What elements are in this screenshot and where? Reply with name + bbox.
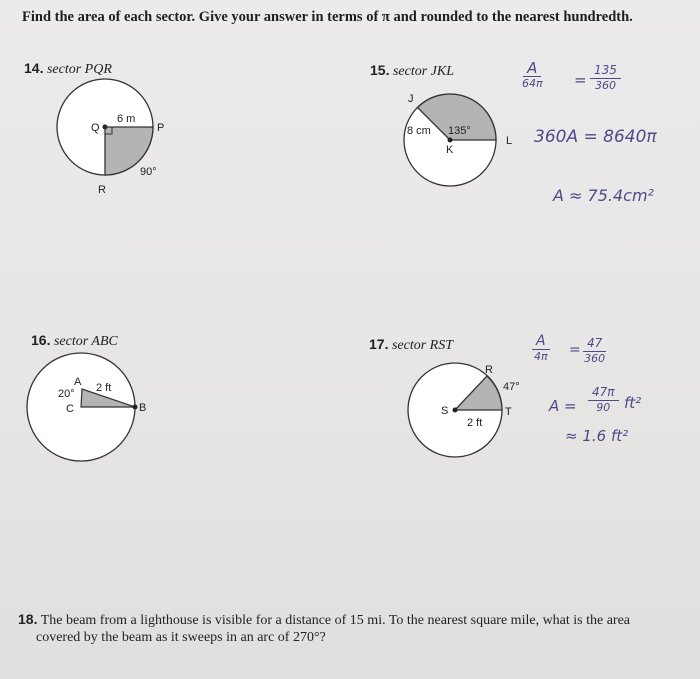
problem-15-label: [370, 62, 454, 80]
problem-18: [18, 611, 676, 646]
problem-title: sector JKL: [392, 64, 455, 79]
hw15-answer: A ≈ 75.4cm²: [553, 186, 654, 205]
label-p: P: [157, 122, 165, 134]
label-r: R: [98, 184, 106, 196]
label-angle: 135°: [448, 125, 471, 137]
label-angle: 20°: [58, 388, 75, 400]
hw15-fraction-b: [590, 62, 621, 93]
hw17-units: ft²: [624, 394, 642, 412]
sector-rst-figure: [395, 360, 535, 480]
problem-number: 15.: [370, 62, 390, 78]
point-b: [133, 405, 138, 410]
label-radius: 8 cm: [407, 125, 431, 137]
hw17-fraction-c: [588, 384, 619, 415]
problem-17-label: [369, 336, 453, 354]
problem-title: sector RST: [391, 338, 454, 353]
label-c: C: [66, 403, 74, 415]
label-radius: 2 ft: [467, 417, 483, 429]
hw-denominator: 90: [596, 401, 611, 414]
sector-jkl-figure: [390, 82, 530, 202]
label-angle: 47°: [503, 381, 520, 393]
label-a: A: [74, 376, 82, 388]
label-t: T: [505, 406, 512, 418]
hw17-fraction-a: [532, 333, 550, 364]
hw17-answer: ≈ 1.6 ft²: [565, 427, 629, 445]
hw-denominator: 4π: [533, 350, 548, 363]
hw-numerator: 47π: [588, 384, 619, 401]
hw-numerator: A: [523, 60, 541, 77]
label-r: R: [485, 364, 493, 376]
problem-16-label: [31, 332, 118, 350]
label-b: B: [139, 402, 147, 414]
sector-pqr-figure: [40, 76, 170, 206]
sector-abc-figure: [44, 352, 164, 472]
problem-number: 18.: [18, 611, 38, 627]
problem-number: 17.: [369, 336, 389, 352]
hw-numerator: 47: [583, 335, 606, 352]
hw15-fraction-a: [522, 60, 543, 91]
hw17-equals: =: [569, 342, 581, 358]
label-j: J: [408, 93, 414, 105]
label-q: Q: [91, 122, 100, 134]
hw-denominator: 360: [594, 79, 616, 92]
hw-numerator: A: [532, 333, 550, 350]
hw-denominator: 64π: [522, 77, 543, 90]
label-radius: 6 m: [117, 113, 136, 125]
hw17-fraction-b: [583, 335, 606, 366]
center-point: [448, 138, 453, 143]
label-k: K: [446, 144, 454, 156]
hw15-equals: =: [574, 71, 587, 89]
hw-denominator: 360: [584, 352, 606, 365]
problem-title: sector ABC: [53, 334, 118, 349]
label-radius: 2 ft: [96, 382, 112, 394]
problem-number: 16.: [31, 332, 51, 348]
hw-numerator: 135: [590, 62, 621, 79]
instructions: Find the area of each sector. Give your answer in terms of π and rounded to the nearest hundredth.: [22, 9, 633, 25]
label-l: L: [506, 135, 513, 147]
problem-18-text: The beam from a lighthouse is visible for a distance of 15 mi. To the nearest square mile, what is the area covered by the beam as it sweeps in an arc of 270°?: [36, 613, 631, 645]
problem-number: 14.: [24, 60, 44, 76]
label-s: S: [441, 405, 449, 417]
hw17-a-equals: A =: [549, 397, 577, 415]
problem-title: sector PQR: [46, 62, 112, 77]
label-angle: 90°: [140, 166, 157, 178]
hw15-equation: 360A = 8640π: [534, 127, 657, 147]
center-point: [453, 408, 458, 413]
